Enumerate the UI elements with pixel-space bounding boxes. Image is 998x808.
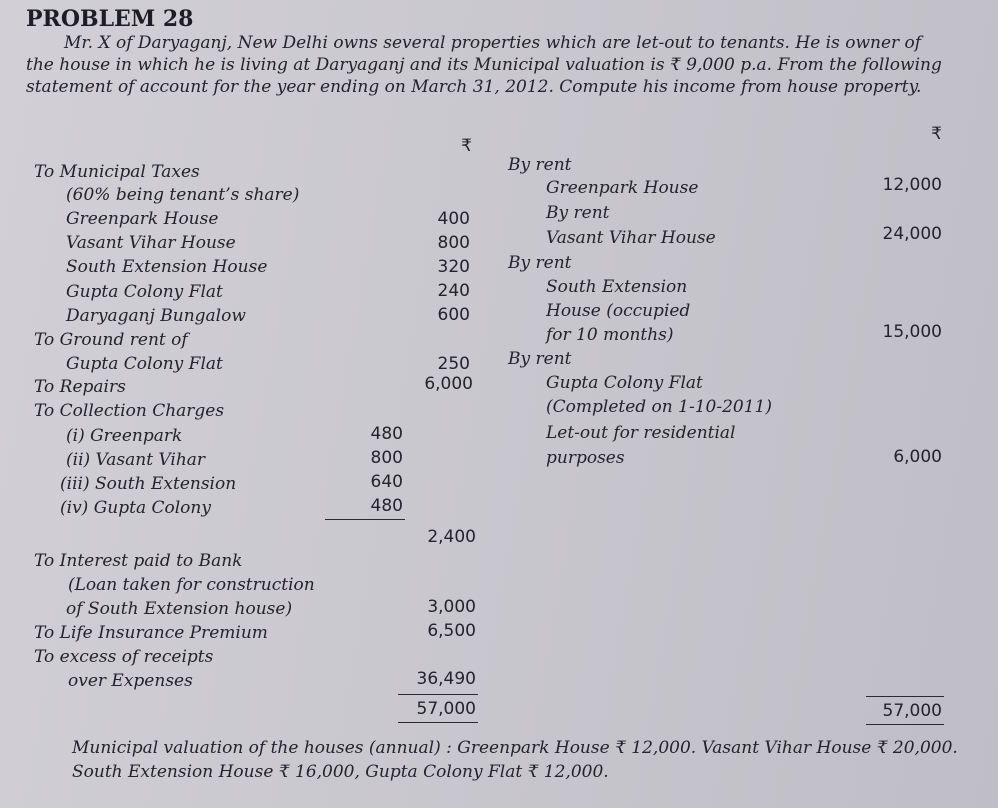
debit-mt-item-label: South Extension House — [66, 257, 268, 277]
debit-collection-item-amount: 640 — [370, 472, 403, 492]
debit-mt-item-amount: 400 — [437, 209, 470, 229]
debit-mt-item-label: Vasant Vihar House — [66, 233, 236, 253]
debit-collection-item-label: (iv) Gupta Colony — [60, 498, 211, 518]
credit-south-extension-note: House (occupied — [546, 301, 691, 321]
total-rule-bottom — [398, 722, 478, 723]
debit-interest-note: (Loan taken for construction — [68, 575, 315, 595]
debit-tenant-share: (60% being tenant’s share) — [66, 185, 300, 205]
debit-ground-rent: To Ground rent of — [34, 330, 188, 350]
total-rule-bottom — [866, 724, 944, 725]
credit-greenpark-amount: 12,000 — [882, 175, 942, 195]
total-rule-top — [866, 696, 944, 697]
debit-lic: To Life Insurance Premium — [34, 623, 268, 643]
debit-repairs-amount: 6,000 — [424, 374, 473, 394]
debit-mt-item-label: Daryaganj Bungalow — [66, 306, 246, 326]
credit-gupta-colony-amount: 6,000 — [893, 447, 942, 467]
debit-mt-item-amount: 600 — [437, 305, 470, 325]
credit-gupta-colony: Gupta Colony Flat — [546, 373, 703, 393]
debit-municipal-taxes: To Municipal Taxes — [34, 162, 200, 182]
currency-header-credit: ₹ — [931, 124, 942, 144]
credit-gupta-colony-note: Let-out for residential — [546, 423, 736, 443]
problem-heading: PROBLEM 28 — [26, 6, 194, 32]
debit-interest-amount: 3,000 — [427, 597, 476, 617]
credit-gupta-colony-note: (Completed on 1-10-2011) — [546, 397, 772, 417]
debit-ground-rent-item: Gupta Colony Flat — [66, 354, 223, 374]
credit-total: 57,000 — [882, 701, 942, 721]
credit-south-extension-note: for 10 months) — [546, 325, 674, 345]
debit-repairs: To Repairs — [34, 377, 126, 397]
debit-excess-note: over Expenses — [68, 671, 193, 691]
credit-by-rent: By rent — [508, 253, 572, 273]
debit-mt-item-label: Gupta Colony Flat — [66, 282, 223, 302]
debit-collection-item-amount: 480 — [370, 496, 403, 516]
debit-collection-item-label: (ii) Vasant Vihar — [66, 450, 206, 470]
problem-text: Mr. X of Daryaganj, New Delhi owns several properties which are let-out to tenants. He is owner of the house in which he is living at Daryaganj and its Municipal valuation is ₹ 9,000 p.a. From the following statement of account for the year ending on March 31, 2012. Compute his income from house property. — [26, 33, 942, 97]
debit-excess: To excess of receipts — [34, 647, 214, 667]
credit-south-extension-amount: 15,000 — [882, 322, 942, 342]
debit-collection-total: 2,400 — [427, 527, 476, 547]
credit-by-rent: By rent — [546, 203, 610, 223]
debit-collection-item-amount: 800 — [370, 448, 403, 468]
debit-collection-item-label: (i) Greenpark — [66, 426, 183, 446]
debit-mt-item-amount: 240 — [437, 281, 470, 301]
debit-mt-item-amount: 800 — [437, 233, 470, 253]
debit-collection-charges: To Collection Charges — [34, 401, 225, 421]
debit-excess-amount: 36,490 — [416, 669, 476, 689]
footnote: Municipal valuation of the houses (annual) : Greenpark House ₹ 12,000. Vasant Vihar House ₹ 20,000. South Extension House ₹ 16,000, Gupta Colony Flat ₹ 12,000. — [72, 738, 958, 782]
subtotal-rule — [325, 519, 405, 520]
debit-collection-item-label: (iii) South Extension — [60, 474, 237, 494]
debit-lic-amount: 6,500 — [427, 621, 476, 641]
debit-interest: To Interest paid to Bank — [34, 551, 243, 571]
debit-collection-item-amount: 480 — [370, 424, 403, 444]
credit-south-extension: South Extension — [546, 277, 688, 297]
credit-gupta-colony-note: purposes — [546, 448, 625, 468]
debit-total: 57,000 — [416, 699, 476, 719]
debit-mt-item-amount: 320 — [437, 257, 470, 277]
debit-ground-rent-amount: 250 — [437, 354, 470, 374]
credit-vasant: Vasant Vihar House — [546, 228, 716, 248]
debit-mt-item-label: Greenpark House — [66, 209, 219, 229]
credit-by-rent: By rent — [508, 349, 572, 369]
debit-interest-note: of South Extension house) — [66, 599, 293, 619]
credit-vasant-amount: 24,000 — [882, 224, 942, 244]
total-rule-top — [398, 694, 478, 695]
credit-greenpark: Greenpark House — [546, 178, 699, 198]
credit-by-rent: By rent — [508, 155, 572, 175]
currency-header-debit: ₹ — [461, 136, 472, 156]
